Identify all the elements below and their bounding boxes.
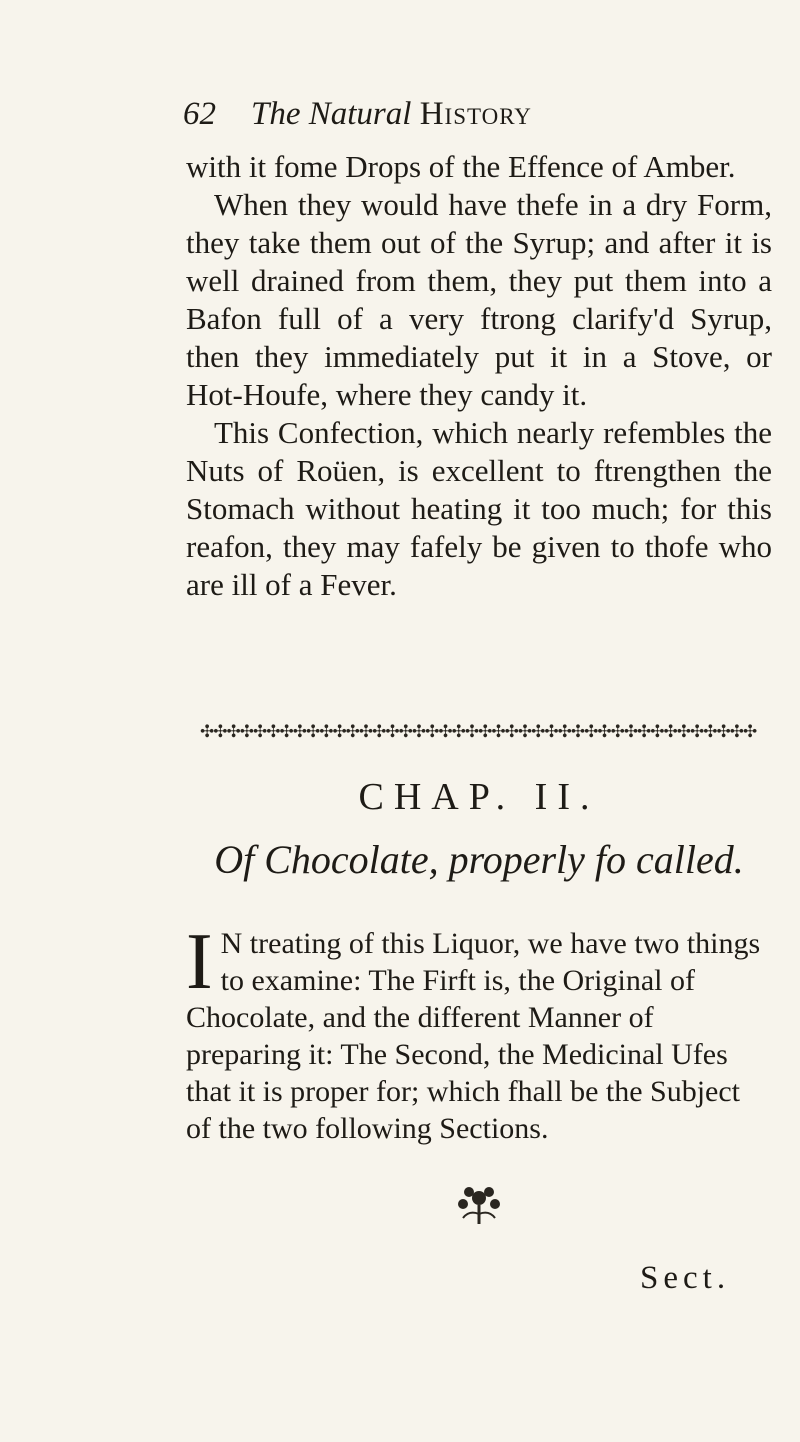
- catchword: Sect.: [640, 1260, 731, 1296]
- body-text: [186, 148, 772, 604]
- running-title-italic: The Natural: [251, 96, 412, 132]
- chapter-subtitle: Of Chocolate, properly fo called.: [214, 837, 744, 882]
- running-title-caps: History: [419, 96, 532, 132]
- paragraph-continuation: with it fome Drops of the Effence of Amber.: [186, 149, 736, 184]
- page-number: 62: [183, 96, 216, 132]
- chapter-opening-text: N treating of this Liquor, we have two things to examine: The Firft is, the Original of Chocolate, and the different Manner of preparing it: The Second, the Medicinal Ufes that it is proper for; which fhall be the Subject of the two following Sections.: [186, 927, 761, 1145]
- chapter-heading: CHAP. II.: [358, 776, 600, 818]
- ornamental-rule: ✣✣✣✣✣✣✣✣✣✣✣✣✣✣✣✣✣✣✣✣✣✣✣✣✣✣✣✣✣✣✣✣✣✣✣✣✣✣✣✣✣✣: [200, 722, 757, 741]
- chapter-opening: [186, 918, 772, 1147]
- flower-ornament-icon: [449, 1178, 509, 1228]
- running-title: [251, 96, 532, 133]
- running-header: [183, 92, 723, 142]
- paragraph-candying: When they would have thefe in a dry Form, they take them out of the Syrup; and after it is well drained from them, they put them into a Bafon full of a very ftrong clarify'd Syrup, then they immediately put it in a Stove, or Hot-Houfe, where they candy it.: [186, 187, 772, 412]
- paragraph-confection: This Confection, which nearly refembles the Nuts of Roüen, is excellent to ftrengthen the Stomach without heating it too much; for this reafon, they may fafely be given to thofe who are ill of a Fever.: [186, 415, 772, 602]
- drop-cap: I: [186, 918, 213, 1006]
